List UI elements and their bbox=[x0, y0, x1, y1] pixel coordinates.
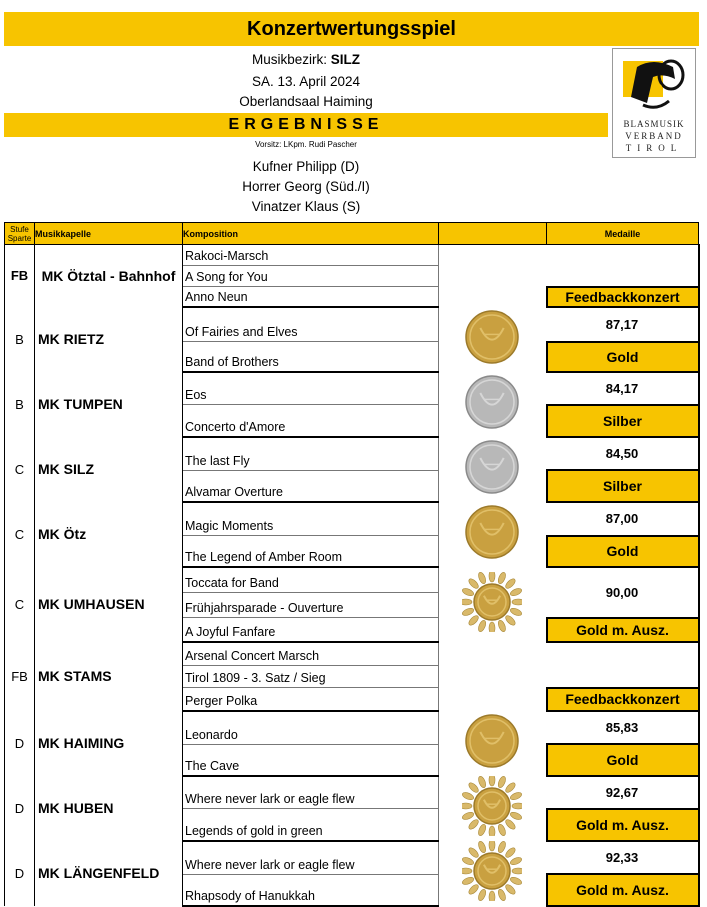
results-table bbox=[4, 222, 700, 907]
logo-text: TIROL bbox=[625, 143, 683, 153]
table-row bbox=[5, 372, 699, 405]
score-cell: 92,67 bbox=[547, 776, 699, 809]
column-header-composition: Komposition bbox=[183, 223, 439, 245]
award-badge: Silber bbox=[547, 470, 699, 501]
composition-cell: Arsenal Concert Marsch bbox=[183, 642, 439, 666]
stufe-cell: B bbox=[5, 372, 35, 437]
stufe-cell: C bbox=[5, 567, 35, 642]
score-cell: 92,33 bbox=[547, 841, 699, 875]
composition-cell: The last Fly bbox=[183, 437, 439, 471]
composition-cell: The Cave bbox=[183, 744, 439, 775]
score-cell bbox=[547, 245, 699, 266]
stufe-cell: FB bbox=[5, 642, 35, 711]
composition-cell: A Song for You bbox=[183, 266, 439, 287]
composition-cell: Eos bbox=[183, 372, 439, 405]
score-cell bbox=[547, 666, 699, 688]
band-name: MK Ötz bbox=[35, 502, 183, 567]
logo-text: VERBAND bbox=[625, 131, 683, 141]
award-badge: Feedbackkonzert bbox=[547, 287, 699, 307]
award-badge: Gold m. Ausz. bbox=[547, 809, 699, 841]
medal-image bbox=[439, 437, 547, 502]
award-badge: Silber bbox=[547, 405, 699, 437]
medal-image bbox=[439, 307, 547, 372]
table-row bbox=[5, 841, 699, 875]
event-venue: Oberlandsaal Haiming bbox=[239, 94, 373, 109]
composition-cell: Of Fairies and Elves bbox=[183, 307, 439, 342]
column-header-blank bbox=[439, 223, 547, 245]
composition-cell: Rhapsody of Hanukkah bbox=[183, 874, 439, 905]
award-badge: Gold m. Ausz. bbox=[547, 874, 699, 905]
award-badge: Gold bbox=[547, 744, 699, 775]
table-header bbox=[5, 223, 699, 245]
composition-cell: Alvamar Overture bbox=[183, 470, 439, 501]
composition-cell: Toccata for Band bbox=[183, 567, 439, 593]
composition-cell: Legends of gold in green bbox=[183, 809, 439, 841]
composition-cell: Anno Neun bbox=[183, 287, 439, 307]
composition-cell: Frühjahrsparade - Ouverture bbox=[183, 593, 439, 618]
logo-text: BLASMUSIK bbox=[623, 119, 685, 129]
medal-image bbox=[439, 567, 547, 642]
band-name: MK LÄNGENFELD bbox=[35, 841, 183, 906]
table-row bbox=[5, 711, 699, 745]
medal-image bbox=[439, 245, 547, 307]
event-date: SA. 13. April 2024 bbox=[251, 74, 361, 89]
stufe-cell: D bbox=[5, 711, 35, 776]
score-cell: 87,00 bbox=[547, 502, 699, 536]
medal-image bbox=[439, 841, 547, 906]
medal-image bbox=[439, 776, 547, 841]
table-row bbox=[5, 437, 699, 471]
score-cell: 85,83 bbox=[547, 711, 699, 745]
award-badge: Gold bbox=[547, 536, 699, 567]
composition-cell: Where never lark or eagle flew bbox=[183, 776, 439, 809]
stufe-cell: B bbox=[5, 307, 35, 372]
award-badge: Feedbackkonzert bbox=[547, 688, 699, 711]
band-name: MK UMHAUSEN bbox=[35, 567, 183, 642]
results-heading: ERGEBNISSE bbox=[4, 113, 608, 137]
band-name: MK Ötztal - Bahnhof bbox=[35, 245, 183, 307]
stufe-cell: FB bbox=[5, 245, 35, 307]
column-header-band: Musikkapelle bbox=[35, 223, 183, 245]
composition-cell: A Joyful Fanfare bbox=[183, 618, 439, 642]
chair-line: Vorsitz: LKpm. Rudi Pascher bbox=[255, 140, 357, 149]
award-badge: Gold m. Ausz. bbox=[547, 618, 699, 642]
table-row bbox=[5, 502, 699, 536]
medal-image bbox=[439, 372, 547, 437]
table-row bbox=[5, 567, 699, 593]
composition-cell: Concerto d'Amore bbox=[183, 405, 439, 437]
jury-member: Horrer Georg (Süd./I) bbox=[242, 179, 370, 194]
table-row bbox=[5, 245, 699, 266]
blasmusik-verband-logo bbox=[612, 48, 696, 158]
column-header-stufe: Stufe Sparte bbox=[5, 223, 35, 245]
band-name: MK RIETZ bbox=[35, 307, 183, 372]
stufe-cell: C bbox=[5, 502, 35, 567]
composition-cell: The Legend of Amber Room bbox=[183, 536, 439, 567]
band-name: MK HUBEN bbox=[35, 776, 183, 841]
composition-cell: Perger Polka bbox=[183, 688, 439, 711]
score-cell bbox=[547, 266, 699, 287]
stufe-cell: D bbox=[5, 841, 35, 906]
band-name: MK HAIMING bbox=[35, 711, 183, 776]
district-line bbox=[4, 52, 608, 67]
jury-member: Vinatzer Klaus (S) bbox=[251, 199, 361, 214]
stufe-cell: C bbox=[5, 437, 35, 502]
tuba-emblem-icon bbox=[613, 53, 695, 119]
table-row bbox=[5, 776, 699, 809]
award-badge: Gold bbox=[547, 342, 699, 372]
medal-image bbox=[439, 502, 547, 567]
district-value: SILZ bbox=[330, 52, 361, 67]
medal-image bbox=[439, 711, 547, 776]
table-row bbox=[5, 307, 699, 342]
jury-member: Kufner Philipp (D) bbox=[252, 159, 360, 174]
composition-cell: Tirol 1809 - 3. Satz / Sieg bbox=[183, 666, 439, 688]
score-cell: 84,17 bbox=[547, 372, 699, 405]
band-name: MK STAMS bbox=[35, 642, 183, 711]
composition-cell: Band of Brothers bbox=[183, 342, 439, 372]
band-name: MK TUMPEN bbox=[35, 372, 183, 437]
score-cell bbox=[547, 642, 699, 666]
stufe-cell: D bbox=[5, 776, 35, 841]
score-cell: 84,50 bbox=[547, 437, 699, 471]
column-header-medal: Medaille bbox=[547, 223, 699, 245]
district-label: Musikbezirk: bbox=[251, 52, 327, 67]
table-row bbox=[5, 642, 699, 666]
score-cell: 90,00 bbox=[547, 567, 699, 618]
band-name: MK SILZ bbox=[35, 437, 183, 502]
composition-cell: Where never lark or eagle flew bbox=[183, 841, 439, 875]
composition-cell: Rakoci-Marsch bbox=[183, 245, 439, 266]
score-cell: 87,17 bbox=[547, 307, 699, 342]
medal-image bbox=[439, 642, 547, 711]
composition-cell: Leonardo bbox=[183, 711, 439, 745]
composition-cell: Magic Moments bbox=[183, 502, 439, 536]
page-title: Konzertwertungsspiel bbox=[4, 12, 699, 46]
